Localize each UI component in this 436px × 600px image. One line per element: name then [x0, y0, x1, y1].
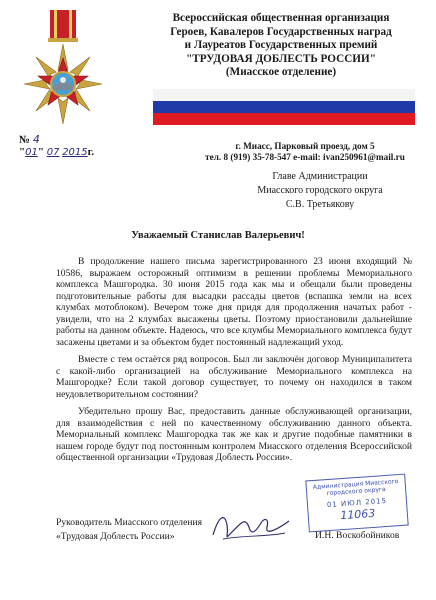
- body-paragraph: Вместе с тем остаётся ряд вопросов. Был ли заключён договор Муниципалитета с какой-либо организацией на обслуживание Мемориального комплекса на Машгородке? Если такой договор существует, то почему он находился в таком неудовлетворительном состоянии?: [56, 354, 412, 400]
- date-month: 07: [46, 147, 60, 158]
- address-line: г. Миасс, Парковый проезд, дом 5: [235, 141, 375, 151]
- date-year: 2015: [62, 147, 88, 158]
- medal-emblem-icon: [20, 8, 106, 126]
- handwritten-signature-icon: [205, 505, 295, 547]
- signatory-title: [56, 516, 202, 544]
- salutation: Уважаемый Станислав Валерьевич!: [131, 230, 305, 241]
- org-line: (Миасское отделение): [225, 66, 337, 79]
- recipient-line: Главе Администрации: [272, 171, 368, 182]
- stamp-org: Администрация Миасского городского округа: [312, 478, 399, 498]
- org-line: и Лауреатов Государственных премий: [184, 39, 378, 52]
- flag-white-stripe: [153, 89, 415, 101]
- recipient-line: Миасского городского округа: [257, 185, 383, 196]
- signatory-title-line: «Трудовая Доблесть России»: [56, 531, 175, 542]
- org-line: Героев, Кавалеров Государственных наград: [170, 25, 392, 38]
- date-open-quote: ": [19, 146, 26, 158]
- date-suffix: г.: [87, 146, 95, 158]
- signatory-name: И.Н. Воскобойников: [315, 530, 400, 541]
- body-paragraph: В продолжение нашего письма зарегистрированного 23 июня входящий № 10586, выражаем осторожный оптимизм в решении проблемы Мемориального комплекса Машгородка. 30 июня 2015 года как мы и обещали были проведены подготовительные работы для высадки рассады цветов (вспашка земли на всех клумбах мотоблоком). Вечером тоже дня придя для продолжения начатых работ - увидели, что на 2 клумбах высажены цветы. Поэтому приостановили дальнейшие работы на данном объекте. Надеюсь, что все клумбы Мемориального комплекса будут засажены цветами и за объектом будет постоянный надлежащий уход.: [56, 256, 412, 348]
- body-paragraph: Убедительно прошу Вас, предоставить данные обслуживающей организации, для взаимодействия с ней по качественному обслуживанию данного объекта. Мемориальный комплекс Машгородка так же как и другие подобные памятники в нашем городе будут под постоянным контролем Миасского отделения Всероссийской общественной организации «Трудовая Доблесть России».: [56, 406, 412, 463]
- flag-blue-stripe: [153, 101, 415, 113]
- contact-line: тел. 8 (919) 35-78-547 e-mail: ivan250961@mail.ru: [205, 152, 405, 162]
- sender-address: [190, 141, 420, 163]
- org-line: "ТРУДОВАЯ ДОБЛЕСТЬ РОССИИ": [186, 52, 376, 65]
- stamp-date: 01 ИЮЛ 2015: [326, 496, 388, 510]
- org-line: Всероссийская общественная организация: [172, 12, 390, 24]
- date-close-quote: ": [37, 146, 44, 158]
- reference-number: [19, 133, 40, 146]
- number-value: 4: [32, 133, 40, 146]
- recipient-line: С.В. Третьякову: [285, 199, 355, 210]
- signatory-title-line: Руководитель Миасского отделения: [56, 517, 203, 528]
- stamp-number: 11063: [339, 506, 376, 523]
- number-label: №: [19, 134, 31, 146]
- recipient-block: [220, 170, 420, 212]
- reference-date: [19, 146, 94, 158]
- flag-red-stripe: [153, 113, 415, 125]
- organization-header: [150, 12, 412, 80]
- date-day: 01: [25, 147, 38, 158]
- registration-stamp: [305, 474, 408, 533]
- letter-body: [56, 256, 412, 470]
- russian-flag-icon: [153, 89, 415, 125]
